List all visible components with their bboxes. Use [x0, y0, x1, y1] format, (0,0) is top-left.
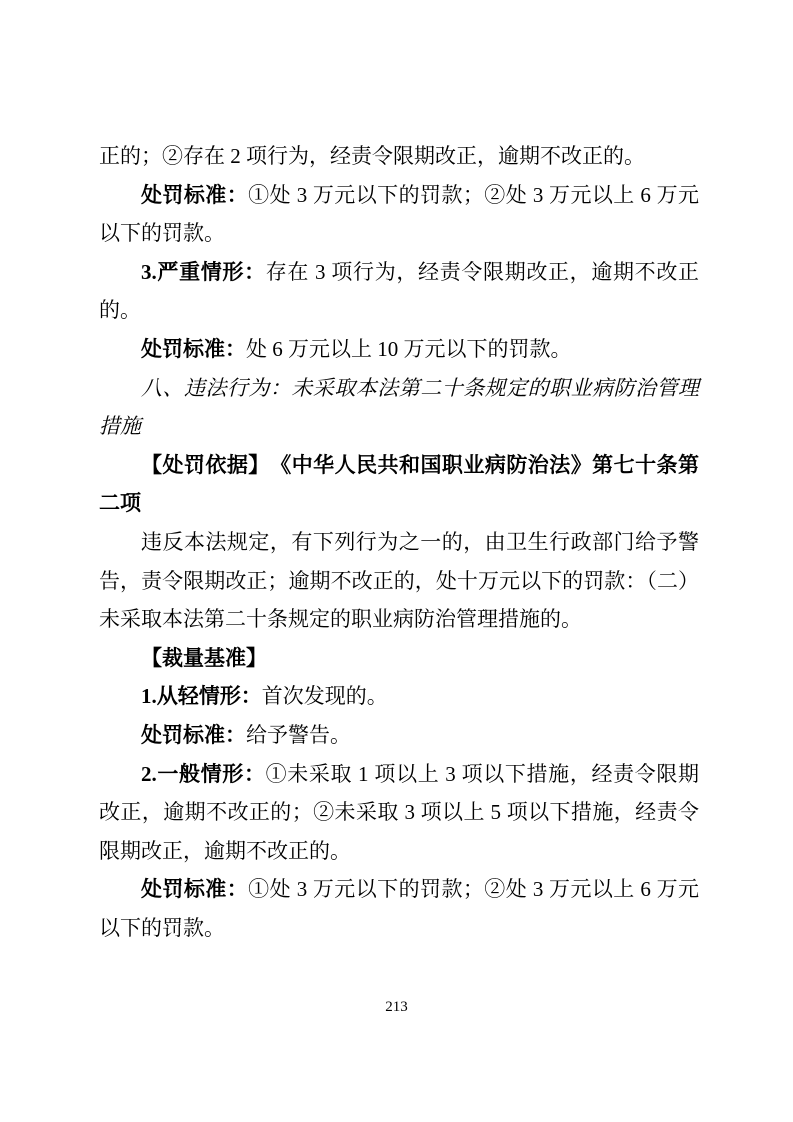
page-number: 213 [385, 999, 408, 1015]
paragraph-violation-item-8-heading [99, 369, 699, 446]
paragraph-discretion-benchmark-heading [99, 639, 699, 678]
text-run-bold: 2.一般情形： [141, 761, 266, 786]
page-body [99, 137, 699, 947]
paragraph-penalty-standard-lenient [99, 716, 699, 755]
text-run: ①处 3 万元以下的罚款；②处 3 万元以上 6 万元以下的罚款。 [99, 877, 700, 940]
text-run-bold: 3.严重情形： [141, 259, 266, 284]
text-run-bold: 处罚标准： [141, 877, 249, 902]
paragraph-severe-circumstance [99, 253, 699, 330]
text-run-bold: 处罚标准： [141, 722, 246, 747]
text-run-bold: 【裁量基准】 [141, 645, 267, 670]
text-run: 存在 3 项行为，经责令限期改正，逾期不改正的。 [99, 259, 700, 323]
text-run-bold: 【处罚依据】 [141, 452, 260, 477]
text-run-bold: 处罚标准： [141, 336, 246, 361]
paragraph-lenient-circumstance [99, 677, 699, 716]
text-run: 八、违法行为：未采取本法第二十条规定的职业病防治管理措施 [99, 375, 699, 439]
text-run: 处 6 万元以上 10 万元以下的罚款。 [246, 336, 572, 361]
paragraph-penalty-standard-general [99, 870, 699, 947]
paragraph-general-circumstance [99, 755, 699, 871]
paragraph-penalty-standard-moderate [99, 176, 699, 253]
text-run: ①未采取 1 项以上 3 项以下措施，经责令限期改正，逾期不改正的；②未采取 3 项以上 5 项以下措施，经责令限期改正，逾期不改正的。 [99, 761, 700, 863]
paragraph-penalty-basis-heading [99, 446, 699, 523]
text-run: 违反本法规定，有下列行为之一的，由卫生行政部门给予警告，责令限期改正；逾期不改正的，处十万元以下的罚款：（二）未采取本法第二十条规定的职业病防治管理措施的。 [99, 529, 699, 632]
paragraph-law-quotation [99, 523, 699, 639]
text-run: ①处 3 万元以下的罚款；②处 3 万元以上 6 万元以下的罚款。 [99, 182, 700, 246]
text-run-bold: 1.从轻情形： [141, 684, 262, 709]
text-run: 首次发现的。 [261, 684, 388, 709]
text-run-bold: 处罚标准： [141, 182, 249, 207]
text-run-bold: 《中华人民共和国职业病防治法》第七十条第二项 [99, 452, 700, 516]
paragraph-penalty-standard-severe [99, 330, 699, 369]
paragraph-continuation-line [99, 137, 699, 176]
text-run: 正的；②存在 2 项行为，经责令限期改正，逾期不改正的。 [99, 144, 645, 168]
text-run: 给予警告。 [246, 722, 351, 747]
